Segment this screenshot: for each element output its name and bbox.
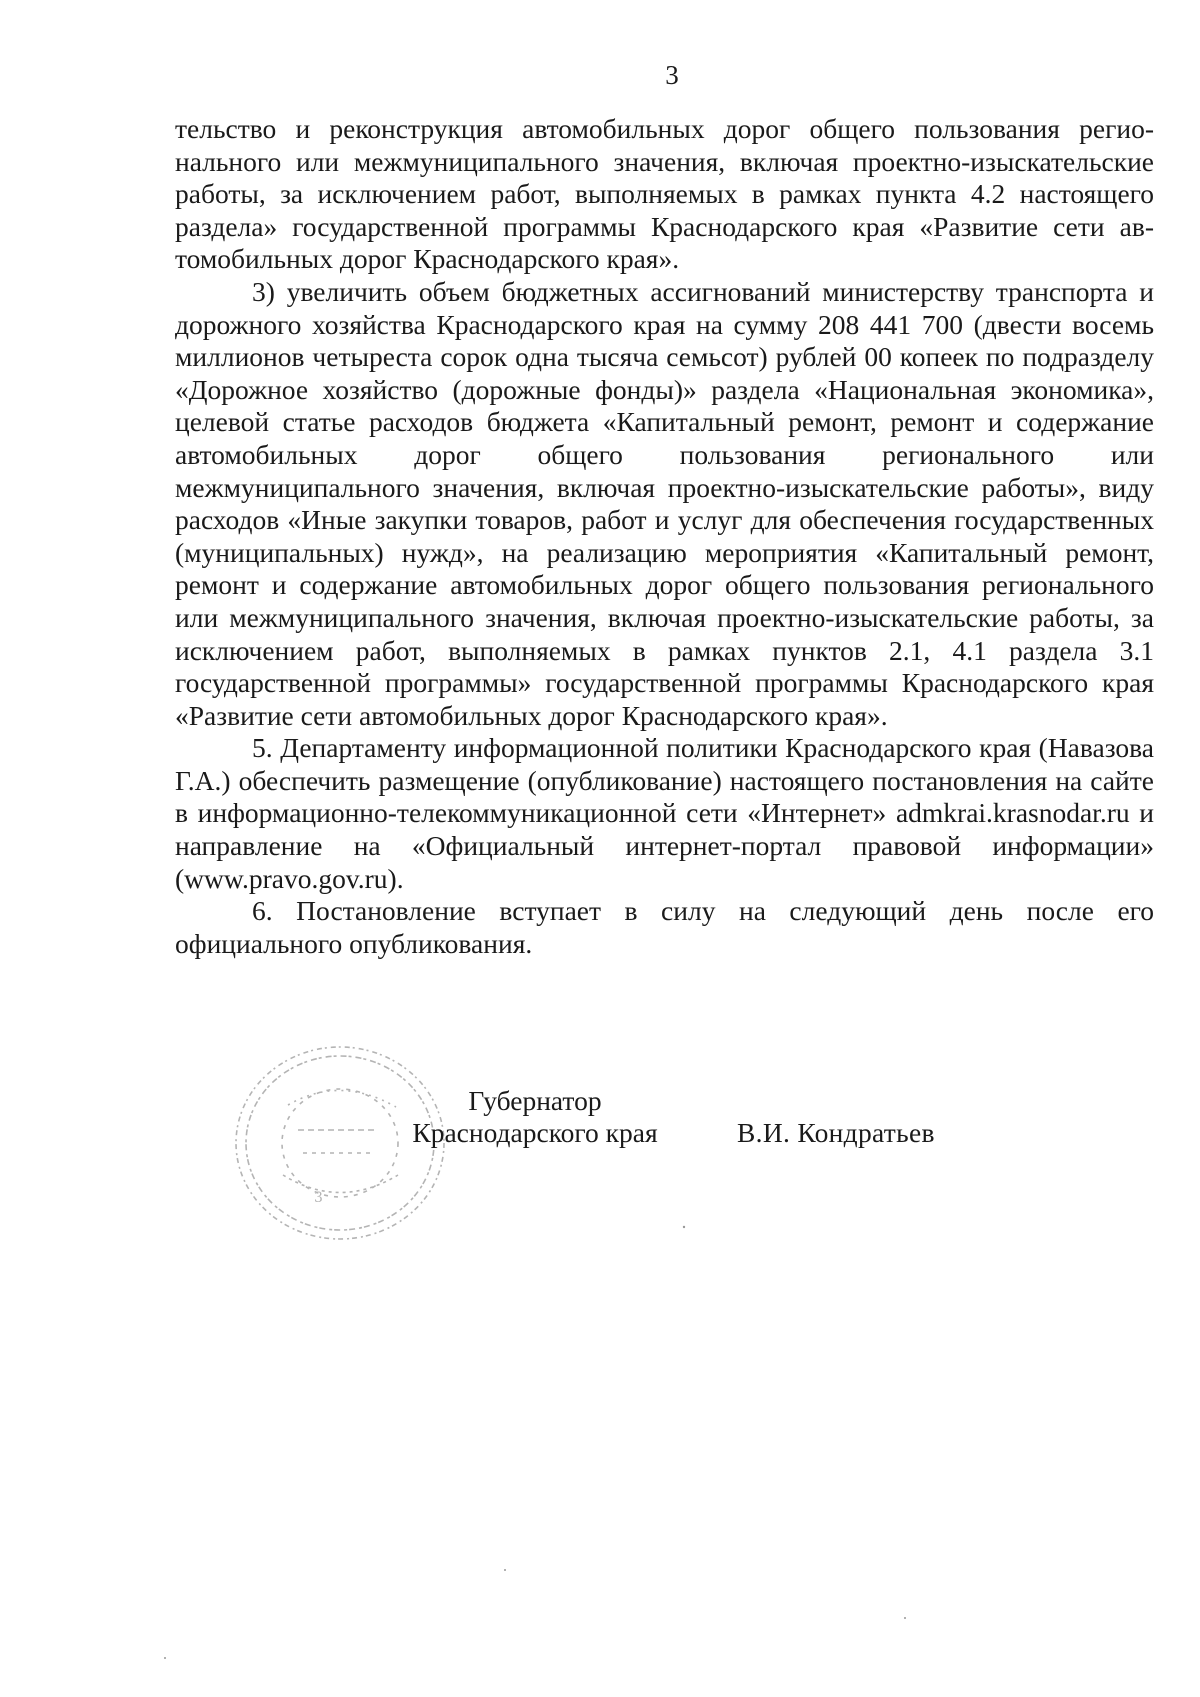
paragraph-continuation: тельство и реконструкция автомобильных дорог общего пользования регионального или межмуниципального значения, включая проектно-изыскательские работы, за исключением работ, выполняемых в рамках пункта 4.2 настоящего раздела» государственной программы Краснодарского края «Развитие сети автомобильных дорог Краснодарского края». [175, 113, 1154, 275]
svg-text:3: 3 [314, 1190, 323, 1206]
paragraph-item-5: 5. Департаменту информационной политики Краснодарского края (Навазова Г.А.) обеспечить размещение (опубликование) настоящего постановления на сайте в информационно-телекоммуникационной сети «Интернет» admkrai.krasnodar.ru и направление на «Официальный интернет-портал правовой информации» (www.pravo.gov.ru). [175, 732, 1154, 894]
signatory-name: В.И. Кондратьев [737, 1117, 935, 1148]
signature-block [0, 1085, 1200, 1148]
signatory-position-line-2: Краснодарского края [412, 1117, 658, 1148]
signatory-position-line-1: Губернатор [468, 1085, 602, 1116]
body-text [175, 113, 1154, 960]
paragraph-item-3: 3) увеличить объем бюджетных ассигнований министерству транспорта и дорожного хозяйства Краснодарского края на сумму 208 441 700 (двести восемь миллионов четыреста сорок одна тысяча семьсот) рублей 00 копеек по подразделу «Дорожное хозяйство (дорожные фонды)» раздела «Национальная экономика», целевой статье расходов бюджета «Капитальный ремонт, ремонт и содержание автомобильных дорог общего пользования регионального или межмуниципального значения, включая проектно-изыскательские работы», виду расходов «Иные закупки товаров, работ и услуг для обеспечения государственных (муниципальных) нужд», на реализацию мероприятия «Капитальный ремонт, ремонт и содержание автомобильных дорог общего пользования регионального или межмуниципального значения, включая проектно-изыскательские работы, за исключением работ, выполняемых в рамках пунктов 2.1, 4.1 раздела 3.1 государственной программы» государственной программы Краснодарского края «Развитие сети автомобильных дорог Краснодарского края». [175, 275, 1154, 731]
signatory-position [380, 1085, 690, 1149]
page-number: 3 [665, 60, 679, 90]
paragraph-item-6: 6. Постановление вступает в силу на следующий день после его официального опубликования. [175, 895, 1154, 959]
